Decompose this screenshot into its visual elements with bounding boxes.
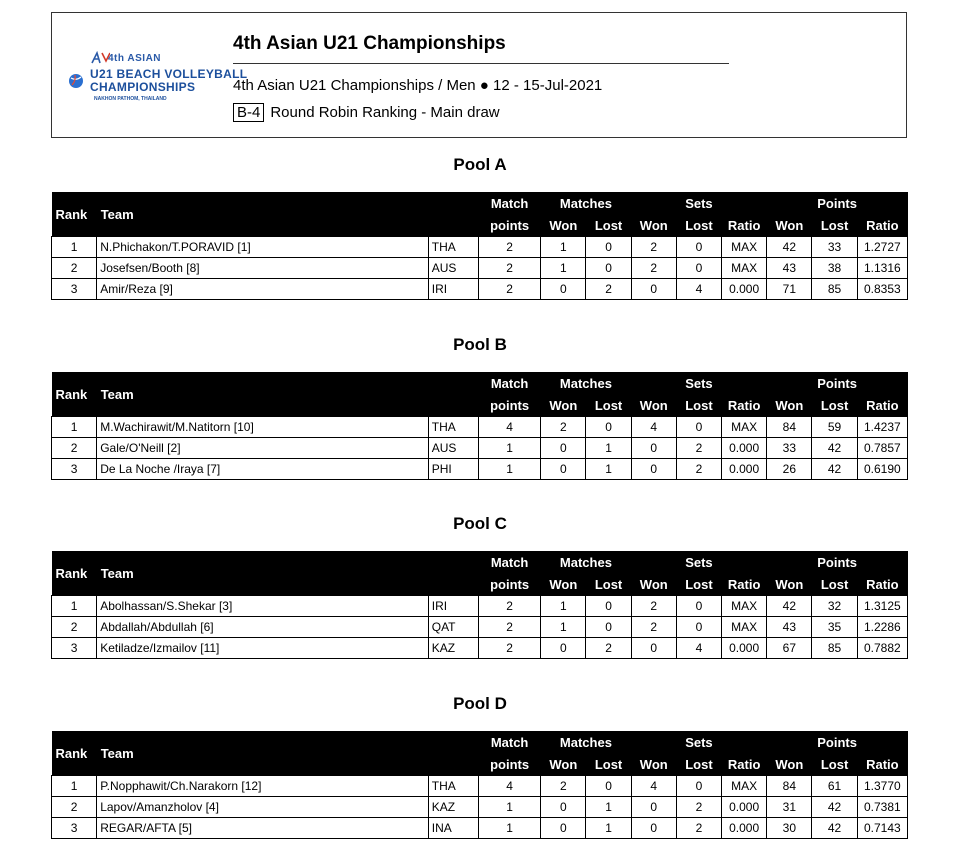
sets-won-cell: 2 (631, 237, 676, 258)
page-title: 4th Asian U21 Championships (233, 33, 506, 54)
match-points-cell: 2 (478, 237, 540, 258)
matches-lost-cell: 0 (586, 417, 631, 438)
matches-won-cell: 1 (541, 258, 586, 279)
points-lost-cell: 38 (812, 258, 857, 279)
table-row (52, 638, 908, 659)
points-won-cell: 43 (767, 617, 812, 638)
rank-cell: 2 (52, 438, 97, 459)
matches-group-header: Matches (541, 551, 631, 573)
points-lost-header: Lost (812, 753, 857, 776)
country-cell: INA (428, 818, 478, 839)
sets-group-header: Sets (631, 551, 767, 573)
team-header: Team (97, 192, 429, 237)
matches-won-header: Won (541, 573, 586, 596)
points-lost-cell: 32 (812, 596, 857, 617)
country-cell: THA (428, 776, 478, 797)
sets-won-cell: 2 (631, 596, 676, 617)
matches-won-cell: 0 (541, 818, 586, 839)
team-cell: Josefsen/Booth [8] (97, 258, 429, 279)
points-won-cell: 31 (767, 797, 812, 818)
sets-ratio-cell: 0.000 (722, 438, 767, 459)
points-won-cell: 26 (767, 459, 812, 480)
sets-won-cell: 0 (631, 797, 676, 818)
match-points-cell: 2 (478, 638, 540, 659)
rank-header: Rank (52, 372, 97, 417)
points-ratio-cell: 0.8353 (857, 279, 907, 300)
matches-won-cell: 0 (541, 797, 586, 818)
pool-title: Pool A (453, 155, 507, 174)
matches-lost-cell: 0 (586, 596, 631, 617)
points-ratio-cell: 1.3125 (857, 596, 907, 617)
points-lost-cell: 85 (812, 279, 857, 300)
sets-lost-cell: 0 (676, 258, 721, 279)
points-won-header: Won (767, 214, 812, 237)
matches-lost-cell: 1 (586, 818, 631, 839)
team-cell: Abolhassan/S.Shekar [3] (97, 596, 429, 617)
sets-lost-header: Lost (676, 753, 721, 776)
points-won-header: Won (767, 573, 812, 596)
title-divider (233, 63, 729, 64)
team-cell: M.Wachirawit/M.Natitorn [10] (97, 417, 429, 438)
report-code-line (233, 103, 500, 122)
match-points-header: Match (478, 372, 540, 394)
team-header: Team (97, 372, 429, 417)
points-lost-cell: 42 (812, 797, 857, 818)
match-points-cell: 1 (478, 797, 540, 818)
points-lost-cell: 35 (812, 617, 857, 638)
matches-lost-header: Lost (586, 214, 631, 237)
table-row (52, 438, 908, 459)
sets-lost-cell: 0 (676, 237, 721, 258)
sets-lost-cell: 4 (676, 279, 721, 300)
match-points-cell: 4 (478, 417, 540, 438)
sets-ratio-header: Ratio (722, 394, 767, 417)
logo-line-4: NAKHON PATHOM, THAILAND (94, 96, 167, 102)
matches-lost-header: Lost (586, 394, 631, 417)
sets-lost-cell: 4 (676, 638, 721, 659)
sets-ratio-cell: 0.000 (722, 818, 767, 839)
points-won-cell: 84 (767, 776, 812, 797)
match-points-cell: 2 (478, 617, 540, 638)
sets-ratio-header: Ratio (722, 573, 767, 596)
points-won-cell: 33 (767, 438, 812, 459)
sets-lost-cell: 0 (676, 617, 721, 638)
sets-lost-cell: 2 (676, 818, 721, 839)
table-row (52, 258, 908, 279)
points-lost-header: Lost (812, 214, 857, 237)
matches-lost-header: Lost (586, 753, 631, 776)
country-header (428, 551, 478, 596)
matches-won-cell: 1 (541, 596, 586, 617)
matches-group-header: Matches (541, 192, 631, 214)
table-row (52, 237, 908, 258)
sets-ratio-cell: 0.000 (722, 279, 767, 300)
points-lost-cell: 42 (812, 459, 857, 480)
team-header: Team (97, 731, 429, 776)
matches-lost-cell: 0 (586, 237, 631, 258)
rank-cell: 3 (52, 279, 97, 300)
sets-ratio-cell: 0.000 (722, 459, 767, 480)
table-row (52, 279, 908, 300)
table-row (52, 776, 908, 797)
matches-lost-cell: 0 (586, 776, 631, 797)
pool-title: Pool D (453, 694, 507, 713)
points-group-header: Points (767, 192, 908, 214)
sets-ratio-cell: MAX (722, 258, 767, 279)
sets-lost-header: Lost (676, 573, 721, 596)
points-lost-cell: 42 (812, 438, 857, 459)
points-ratio-cell: 1.4237 (857, 417, 907, 438)
country-cell: THA (428, 417, 478, 438)
sets-lost-cell: 2 (676, 797, 721, 818)
matches-lost-cell: 1 (586, 459, 631, 480)
points-won-cell: 71 (767, 279, 812, 300)
country-cell: AUS (428, 258, 478, 279)
points-lost-cell: 61 (812, 776, 857, 797)
matches-lost-cell: 1 (586, 797, 631, 818)
country-cell: AUS (428, 438, 478, 459)
rank-cell: 2 (52, 797, 97, 818)
sets-ratio-cell: MAX (722, 776, 767, 797)
table-row (52, 617, 908, 638)
matches-won-cell: 0 (541, 279, 586, 300)
sets-won-cell: 2 (631, 617, 676, 638)
points-ratio-header: Ratio (857, 394, 907, 417)
country-cell: KAZ (428, 797, 478, 818)
points-won-header: Won (767, 394, 812, 417)
logo-line-2: U21 BEACH VOLLEYBALL (90, 67, 248, 81)
country-header (428, 192, 478, 237)
match-points-cell: 4 (478, 776, 540, 797)
report-header (51, 12, 907, 138)
country-cell: PHI (428, 459, 478, 480)
points-ratio-cell: 1.1316 (857, 258, 907, 279)
match-points-cell: 1 (478, 459, 540, 480)
sets-ratio-header: Ratio (722, 214, 767, 237)
sets-won-header: Won (631, 753, 676, 776)
team-cell: N.Phichakon/T.PORAVID [1] (97, 237, 429, 258)
table-row (52, 459, 908, 480)
sets-ratio-cell: 0.000 (722, 638, 767, 659)
team-header: Team (97, 551, 429, 596)
country-cell: IRI (428, 279, 478, 300)
country-cell: KAZ (428, 638, 478, 659)
match-points-cell: 1 (478, 818, 540, 839)
sets-won-cell: 0 (631, 818, 676, 839)
matches-won-header: Won (541, 214, 586, 237)
rank-cell: 2 (52, 258, 97, 279)
sets-won-cell: 2 (631, 258, 676, 279)
country-cell: THA (428, 237, 478, 258)
sets-won-cell: 0 (631, 279, 676, 300)
pool-title: Pool B (453, 335, 507, 354)
sets-group-header: Sets (631, 731, 767, 753)
rank-cell: 1 (52, 596, 97, 617)
table-row (52, 417, 908, 438)
points-lost-cell: 59 (812, 417, 857, 438)
points-ratio-cell: 1.2727 (857, 237, 907, 258)
rank-cell: 3 (52, 638, 97, 659)
sets-ratio-cell: MAX (722, 596, 767, 617)
points-group-header: Points (767, 372, 908, 394)
team-cell: P.Nopphawit/Ch.Narakorn [12] (97, 776, 429, 797)
points-won-cell: 42 (767, 237, 812, 258)
pool-table (51, 372, 908, 480)
points-ratio-header: Ratio (857, 573, 907, 596)
sets-won-header: Won (631, 214, 676, 237)
logo-line-1: 4th ASIAN (108, 53, 162, 64)
points-ratio-cell: 1.2286 (857, 617, 907, 638)
points-ratio-cell: 0.6190 (857, 459, 907, 480)
points-group-header: Points (767, 731, 908, 753)
sets-ratio-cell: MAX (722, 417, 767, 438)
matches-lost-cell: 2 (586, 638, 631, 659)
matches-won-cell: 2 (541, 776, 586, 797)
points-won-cell: 84 (767, 417, 812, 438)
points-lost-cell: 42 (812, 818, 857, 839)
points-ratio-cell: 0.7381 (857, 797, 907, 818)
matches-lost-cell: 2 (586, 279, 631, 300)
team-cell: Gale/O'Neill [2] (97, 438, 429, 459)
sets-won-cell: 4 (631, 776, 676, 797)
rank-cell: 1 (52, 776, 97, 797)
matches-won-header: Won (541, 394, 586, 417)
rank-cell: 3 (52, 818, 97, 839)
sets-won-cell: 4 (631, 417, 676, 438)
sets-lost-cell: 2 (676, 459, 721, 480)
match-points-header: Match (478, 551, 540, 573)
report-name: Round Robin Ranking - Main draw (270, 104, 500, 121)
sets-lost-cell: 0 (676, 776, 721, 797)
sets-group-header: Sets (631, 372, 767, 394)
team-cell: Lapov/Amanzholov [4] (97, 797, 429, 818)
pool-title: Pool C (453, 514, 507, 533)
points-won-cell: 43 (767, 258, 812, 279)
matches-group-header: Matches (541, 372, 631, 394)
sets-group-header: Sets (631, 192, 767, 214)
points-lost-header: Lost (812, 394, 857, 417)
event-logo (64, 51, 248, 107)
sets-lost-cell: 0 (676, 417, 721, 438)
points-won-cell: 30 (767, 818, 812, 839)
sets-won-cell: 0 (631, 459, 676, 480)
points-ratio-cell: 0.7143 (857, 818, 907, 839)
points-won-cell: 67 (767, 638, 812, 659)
points-ratio-cell: 0.7857 (857, 438, 907, 459)
table-row (52, 797, 908, 818)
points-won-cell: 42 (767, 596, 812, 617)
country-cell: QAT (428, 617, 478, 638)
matches-lost-cell: 0 (586, 617, 631, 638)
sets-lost-header: Lost (676, 214, 721, 237)
report-code: B-4 (233, 103, 264, 122)
pool-table (51, 551, 908, 659)
rank-cell: 1 (52, 417, 97, 438)
country-header (428, 372, 478, 417)
match-points-subheader: points (478, 214, 540, 237)
table-row (52, 596, 908, 617)
match-points-header: Match (478, 192, 540, 214)
points-lost-cell: 33 (812, 237, 857, 258)
sets-ratio-header: Ratio (722, 753, 767, 776)
event-subtitle: 4th Asian U21 Championships / Men ● 12 - 15-Jul-2021 (233, 77, 603, 94)
sets-lost-cell: 2 (676, 438, 721, 459)
team-cell: Abdallah/Abdullah [6] (97, 617, 429, 638)
matches-won-cell: 2 (541, 417, 586, 438)
rank-header: Rank (52, 192, 97, 237)
pool-table (51, 731, 908, 839)
table-row (52, 818, 908, 839)
matches-group-header: Matches (541, 731, 631, 753)
country-cell: IRI (428, 596, 478, 617)
matches-won-cell: 0 (541, 459, 586, 480)
match-points-subheader: points (478, 394, 540, 417)
team-cell: REGAR/AFTA [5] (97, 818, 429, 839)
team-cell: De La Noche /Iraya [7] (97, 459, 429, 480)
points-ratio-header: Ratio (857, 753, 907, 776)
logo-line-3: CHAMPIONSHIPS (90, 80, 196, 94)
volleyball-icon (68, 73, 84, 89)
matches-won-header: Won (541, 753, 586, 776)
rank-cell: 2 (52, 617, 97, 638)
sets-won-header: Won (631, 394, 676, 417)
points-ratio-header: Ratio (857, 214, 907, 237)
points-won-header: Won (767, 753, 812, 776)
sets-ratio-cell: MAX (722, 237, 767, 258)
match-points-cell: 2 (478, 596, 540, 617)
sets-won-cell: 0 (631, 638, 676, 659)
sets-lost-cell: 0 (676, 596, 721, 617)
matches-won-cell: 1 (541, 617, 586, 638)
pool-table (51, 192, 908, 300)
team-cell: Ketiladze/Izmailov [11] (97, 638, 429, 659)
sets-won-header: Won (631, 573, 676, 596)
points-ratio-cell: 1.3770 (857, 776, 907, 797)
sets-ratio-cell: MAX (722, 617, 767, 638)
match-points-cell: 2 (478, 279, 540, 300)
match-points-cell: 2 (478, 258, 540, 279)
match-points-header: Match (478, 731, 540, 753)
country-header (428, 731, 478, 776)
team-cell: Amir/Reza [9] (97, 279, 429, 300)
match-points-subheader: points (478, 753, 540, 776)
sets-ratio-cell: 0.000 (722, 797, 767, 818)
match-points-cell: 1 (478, 438, 540, 459)
rank-cell: 3 (52, 459, 97, 480)
matches-lost-cell: 1 (586, 438, 631, 459)
sets-lost-header: Lost (676, 394, 721, 417)
points-lost-header: Lost (812, 573, 857, 596)
sets-won-cell: 0 (631, 438, 676, 459)
match-points-subheader: points (478, 573, 540, 596)
points-ratio-cell: 0.7882 (857, 638, 907, 659)
matches-lost-header: Lost (586, 573, 631, 596)
rank-cell: 1 (52, 237, 97, 258)
matches-won-cell: 0 (541, 638, 586, 659)
matches-won-cell: 0 (541, 438, 586, 459)
points-group-header: Points (767, 551, 908, 573)
points-lost-cell: 85 (812, 638, 857, 659)
rank-header: Rank (52, 551, 97, 596)
matches-lost-cell: 0 (586, 258, 631, 279)
matches-won-cell: 1 (541, 237, 586, 258)
rank-header: Rank (52, 731, 97, 776)
avc-logo-icon (90, 51, 110, 65)
